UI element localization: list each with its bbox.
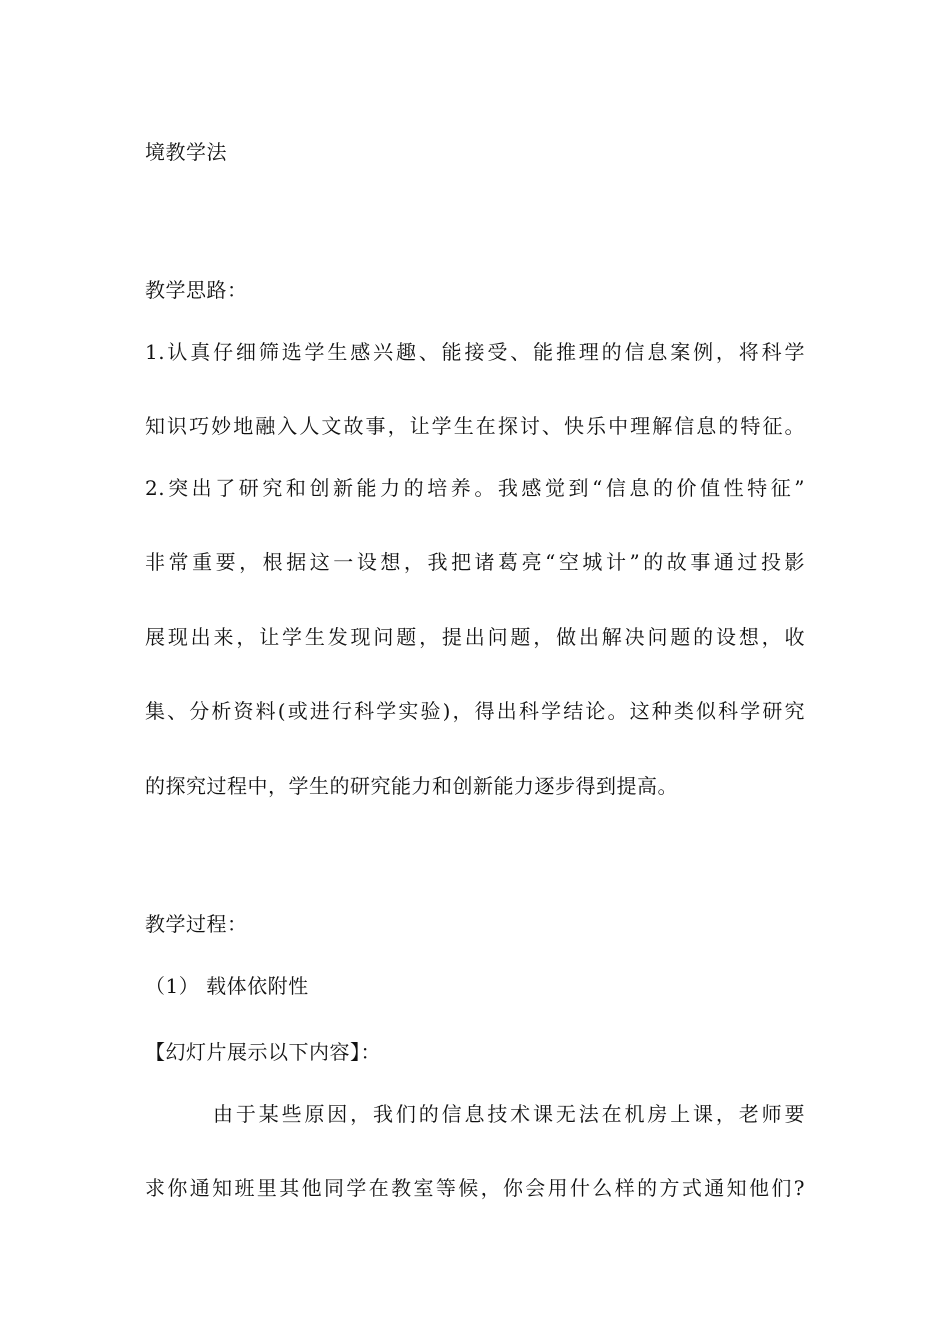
heading-teaching-process: 教学过程： <box>145 912 248 936</box>
subheading-carrier-dependency: （1） 载体依附性 <box>145 974 309 998</box>
paragraph-line: 1.认真仔细筛选学生感兴趣、能接受、能推理的信息案例，将科学 <box>145 340 805 364</box>
paragraph-line: 求你通知班里其他同学在教室等候，你会用什么样的方式通知他们? <box>145 1176 805 1200</box>
paragraph-line: 集、分析资料(或进行科学实验)，得出科学结论。这种类似科学研究 <box>145 699 805 723</box>
paragraph-line: 的探究过程中，学生的研究能力和创新能力逐步得到提高。 <box>145 774 678 798</box>
paragraph-line: 2.突出了研究和创新能力的培养。我感觉到“信息的价值性特征” <box>145 476 805 500</box>
heading-teaching-approach: 教学思路： <box>145 278 248 302</box>
paragraph-line: 非常重要，根据这一设想，我把诸葛亮“空城计”的故事通过投影 <box>145 550 805 574</box>
slide-caption: 【幻灯片展示以下内容】： <box>145 1040 381 1064</box>
paragraph-line: 展现出来，让学生发现问题，提出问题，做出解决问题的设想，收 <box>145 625 805 649</box>
text-line-method-tail: 境教学法 <box>145 140 227 164</box>
paragraph-line: 由于某些原因，我们的信息技术课无法在机房上课，老师要 <box>213 1102 805 1126</box>
paragraph-line: 知识巧妙地融入人文故事，让学生在探讨、快乐中理解信息的特征。 <box>145 414 805 438</box>
